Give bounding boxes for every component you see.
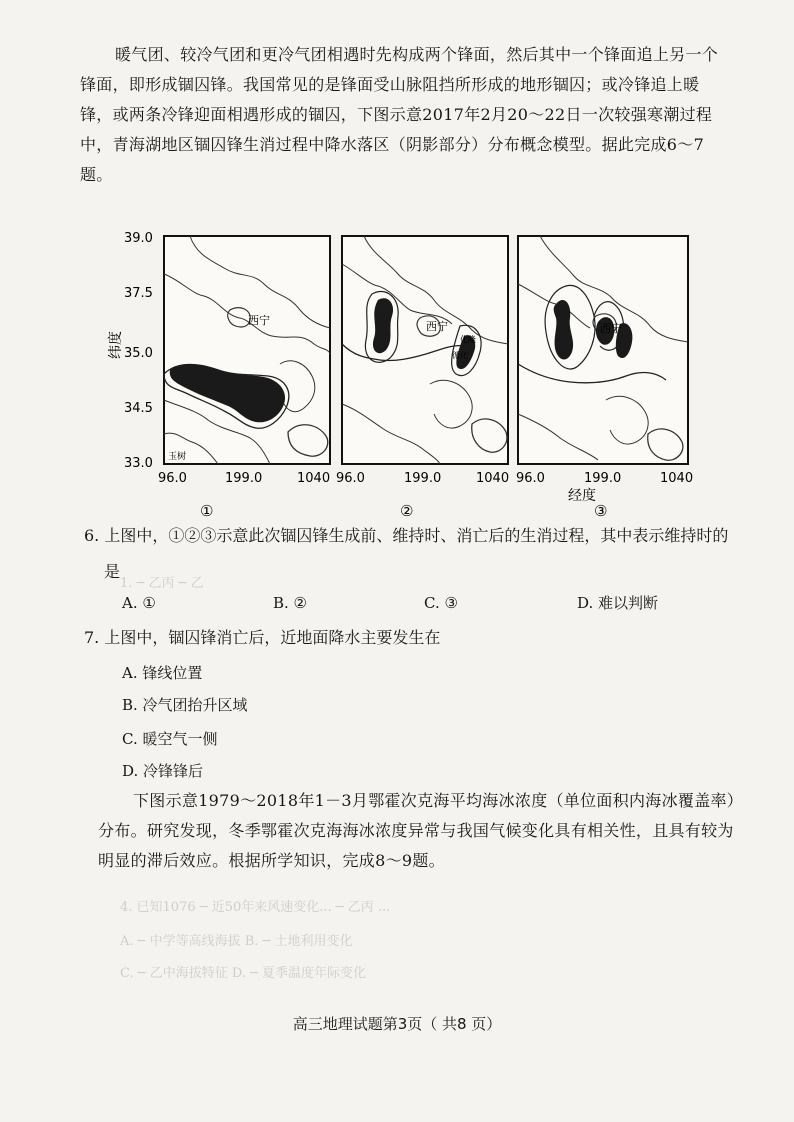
occluded-front-figure [100, 224, 710, 524]
intro-line: 下图示意1979～2018年1－3月鄂霍次克海平均海冰浓度（单位面积内海冰覆盖率） [133, 791, 744, 810]
x-tick: 96.0 [336, 471, 365, 486]
q6-option-b: B. ② [273, 594, 308, 612]
intro-line: 分布。研究发现，冬季鄂霍次克海海冰浓度异常与我国气候变化具有相关性，且具有较为 [98, 821, 734, 840]
question-6-stem-cont: 是 [104, 562, 121, 581]
intro-paragraph [80, 40, 720, 190]
x-axis-label: 经度 [568, 488, 596, 504]
question-6-stem: 6. 上图中，①②③示意此次锢囚锋生成前、维持时、消亡后的生消过程，其中表示维持时的 [84, 526, 729, 545]
y-tick: 33.0 [124, 456, 153, 471]
city-label: 西宁 [600, 322, 622, 335]
y-tick: 35.0 [124, 346, 153, 361]
x-tick: 199.0 [404, 471, 442, 486]
y-tick: 37.5 [124, 286, 153, 301]
q7-option-a: A. 锋线位置 [122, 664, 203, 682]
intro-line: 暖气团、较冷气团和更冷气团相遇时先构成两个锋面，然后其中一个锋面追上另一个 [115, 45, 719, 64]
x-tick: 1040 [297, 471, 331, 486]
intro-line: 锋面，即形成锢囚锋。我国常见的是锋面受山脉阻挡所形成的地形锢囚；或冷锋追上暖 [80, 75, 700, 94]
map-panel-1 [164, 236, 330, 464]
place-label: 循化 [452, 351, 468, 360]
q7-option-c: C. 暖空气一侧 [122, 730, 218, 748]
place-label: 玉树 [168, 452, 187, 462]
city-label: 西宁 [426, 320, 448, 333]
q6-option-d: D. 难以判断 [577, 594, 659, 612]
intro-line: 明显的滞后效应。根据所学知识，完成8～9题。 [98, 851, 445, 870]
map-panel-2 [342, 236, 508, 464]
q7-option-d: D. 冷锋锋后 [122, 762, 204, 780]
intro-line: 题。 [80, 165, 113, 184]
question-7-stem: 7. 上图中，锢囚锋消亡后，近地面降水主要发生在 [84, 628, 441, 647]
city-label: 西宁 [248, 314, 270, 327]
q6-option-c: C. ③ [424, 594, 458, 612]
y-tick: 39.0 [124, 231, 153, 246]
panel-label-1: ① [200, 502, 214, 520]
x-tick: 96.0 [158, 471, 187, 486]
x-tick: 1040 [660, 471, 694, 486]
q6-option-a: A. ① [122, 594, 156, 612]
intro-line: 锋，或两条冷锋迎面相遇形成的锢囚，下图示意2017年2月20～22日一次较强寒潮过程 [80, 105, 713, 124]
x-tick: 199.0 [584, 471, 622, 486]
intro-line: 中，青海湖地区锢囚锋生消过程中降水落区（阴影部分）分布概念模型。据此完成6～7 [80, 135, 705, 154]
q7-option-b: B. 冷气团抬升区域 [122, 696, 248, 714]
x-tick: 96.0 [516, 471, 545, 486]
y-axis-label: 纬度 [108, 331, 124, 359]
panel-label-3: ③ [594, 502, 608, 520]
y-tick: 34.5 [124, 401, 153, 416]
place-label: 化隆 [460, 335, 476, 344]
okhotsk-intro-paragraph [98, 786, 744, 876]
map-panel-3 [518, 236, 688, 464]
x-tick: 1040 [476, 471, 510, 486]
page-footer: 高三地理试题第3页（ 共8 页） [292, 1015, 502, 1033]
x-tick: 199.0 [225, 471, 263, 486]
panel-label-2: ② [400, 502, 414, 520]
